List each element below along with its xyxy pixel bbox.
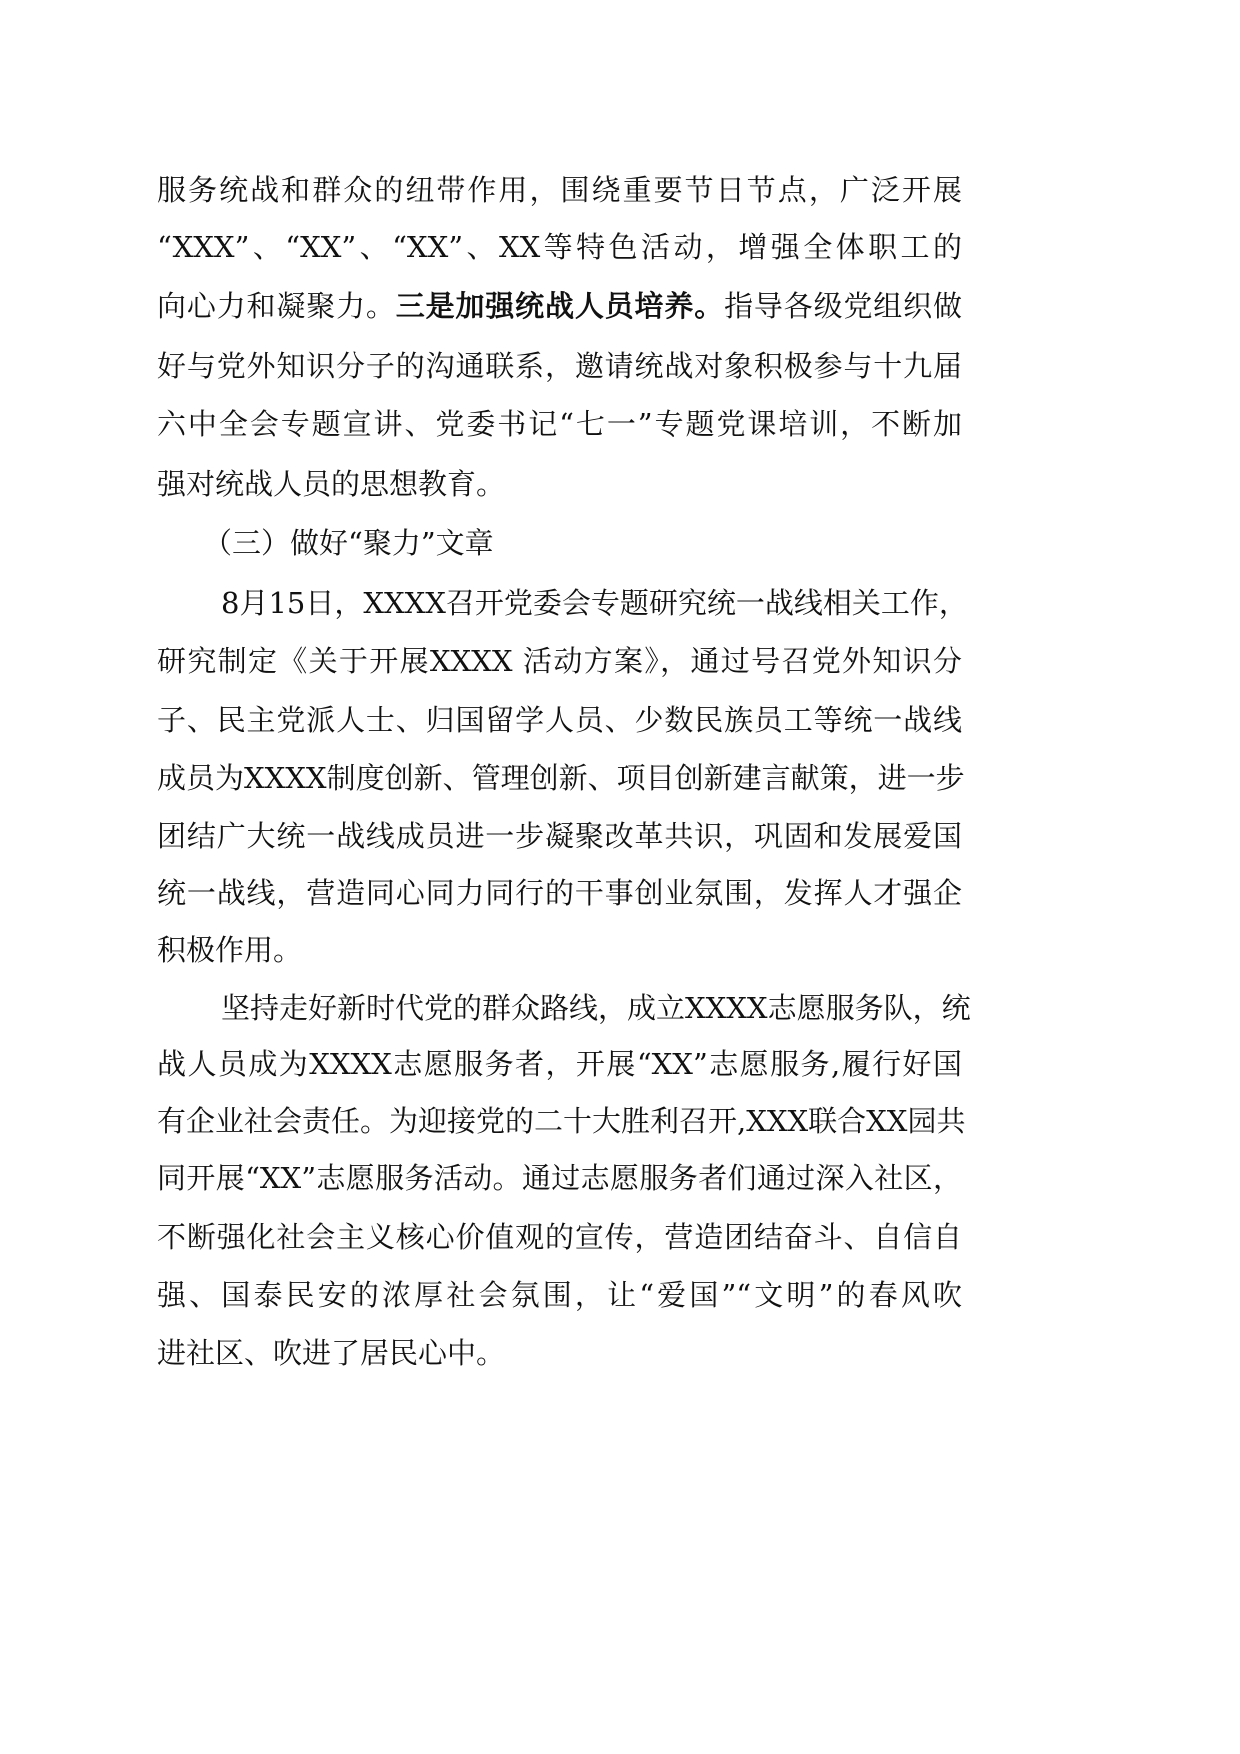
paragraph-line (157, 700, 962, 740)
text-segment: 坚持走好新时代党的群众路线，成立XXXX志愿服务队，统 (221, 991, 971, 1025)
text-segment: （三）做好“聚力”文章 (203, 526, 494, 560)
paragraph-line (157, 1275, 962, 1315)
text-segment: 同开展“XX”志愿服务活动。通过志愿服务者们通过深入社区， (157, 1161, 962, 1195)
text-segment: 有企业社会责任。为迎接党的二十大胜利召开,XXX联合XX园共 (157, 1104, 966, 1138)
paragraph-line (157, 464, 962, 504)
text-segment: 好与党外知识分子的沟通联系，邀请统战对象积极参与十九届 (157, 349, 962, 383)
text-segment: 指导各级党组织做 (724, 289, 962, 323)
paragraph-line (157, 346, 962, 386)
text-segment: 服务统战和群众的纽带作用，围绕重要节日节点，广泛开展 (157, 173, 962, 207)
text-segment: 不断强化社会主义核心价值观的宣传，营造团结奋斗、自信自 (157, 1220, 962, 1254)
paragraph-line (157, 641, 962, 681)
text-segment: 强对统战人员的思想教育。 (157, 467, 506, 501)
paragraph-line (157, 227, 962, 267)
paragraph-line (157, 1333, 962, 1373)
paragraph-line (157, 930, 962, 970)
text-segment: 进社区、吹进了居民心中。 (157, 1336, 506, 1370)
paragraph-line (221, 988, 971, 1028)
paragraph-line (157, 286, 962, 326)
paragraph-line (157, 758, 965, 798)
paragraph-line (157, 1101, 966, 1141)
paragraph-line (221, 583, 968, 623)
text-segment: 团结广大统一战线成员进一步凝聚改革共识，巩固和发展爱国 (157, 819, 962, 853)
text-segment: 强、国泰民安的浓厚社会氛围，让“爱国”“文明”的春风吹 (157, 1278, 962, 1312)
text-segment: 8月15日，XXXX召开党委会专题研究统一战线相关工作， (221, 586, 968, 620)
text-segment: “XXX”、“XX”、“XX”、XX等特色活动，增强全体职工的 (157, 230, 962, 264)
paragraph-line (157, 170, 962, 210)
section-heading (203, 523, 944, 563)
paragraph-line (157, 816, 962, 856)
text-segment: 子、民主党派人士、归国留学人员、少数民族员工等统一战线 (157, 703, 962, 737)
paragraph-line (157, 404, 962, 444)
paragraph-line (157, 1217, 962, 1257)
text-segment: 成员为XXXX制度创新、管理创新、项目创新建言献策，进一步 (157, 761, 965, 795)
text-segment: 积极作用。 (157, 933, 303, 967)
paragraph-line (157, 1158, 962, 1198)
paragraph-line (157, 873, 962, 913)
bold-emphasis-text: 三是加强统战人员培养。 (395, 289, 725, 323)
paragraph-line (157, 1044, 962, 1084)
text-segment: 六中全会专题宣讲、党委书记“七一”专题党课培训，不断加 (157, 407, 962, 441)
text-segment: 战人员成为XXXX志愿服务者，开展“XX”志愿服务,履行好国 (157, 1047, 962, 1081)
text-segment: 向心力和凝聚力。 (157, 289, 396, 323)
text-segment: 统一战线，营造同心同力同行的干事创业氛围，发挥人才强企 (157, 876, 962, 910)
text-segment: 研究制定《关于开展XXXX 活动方案》，通过号召党外知识分 (157, 644, 962, 678)
